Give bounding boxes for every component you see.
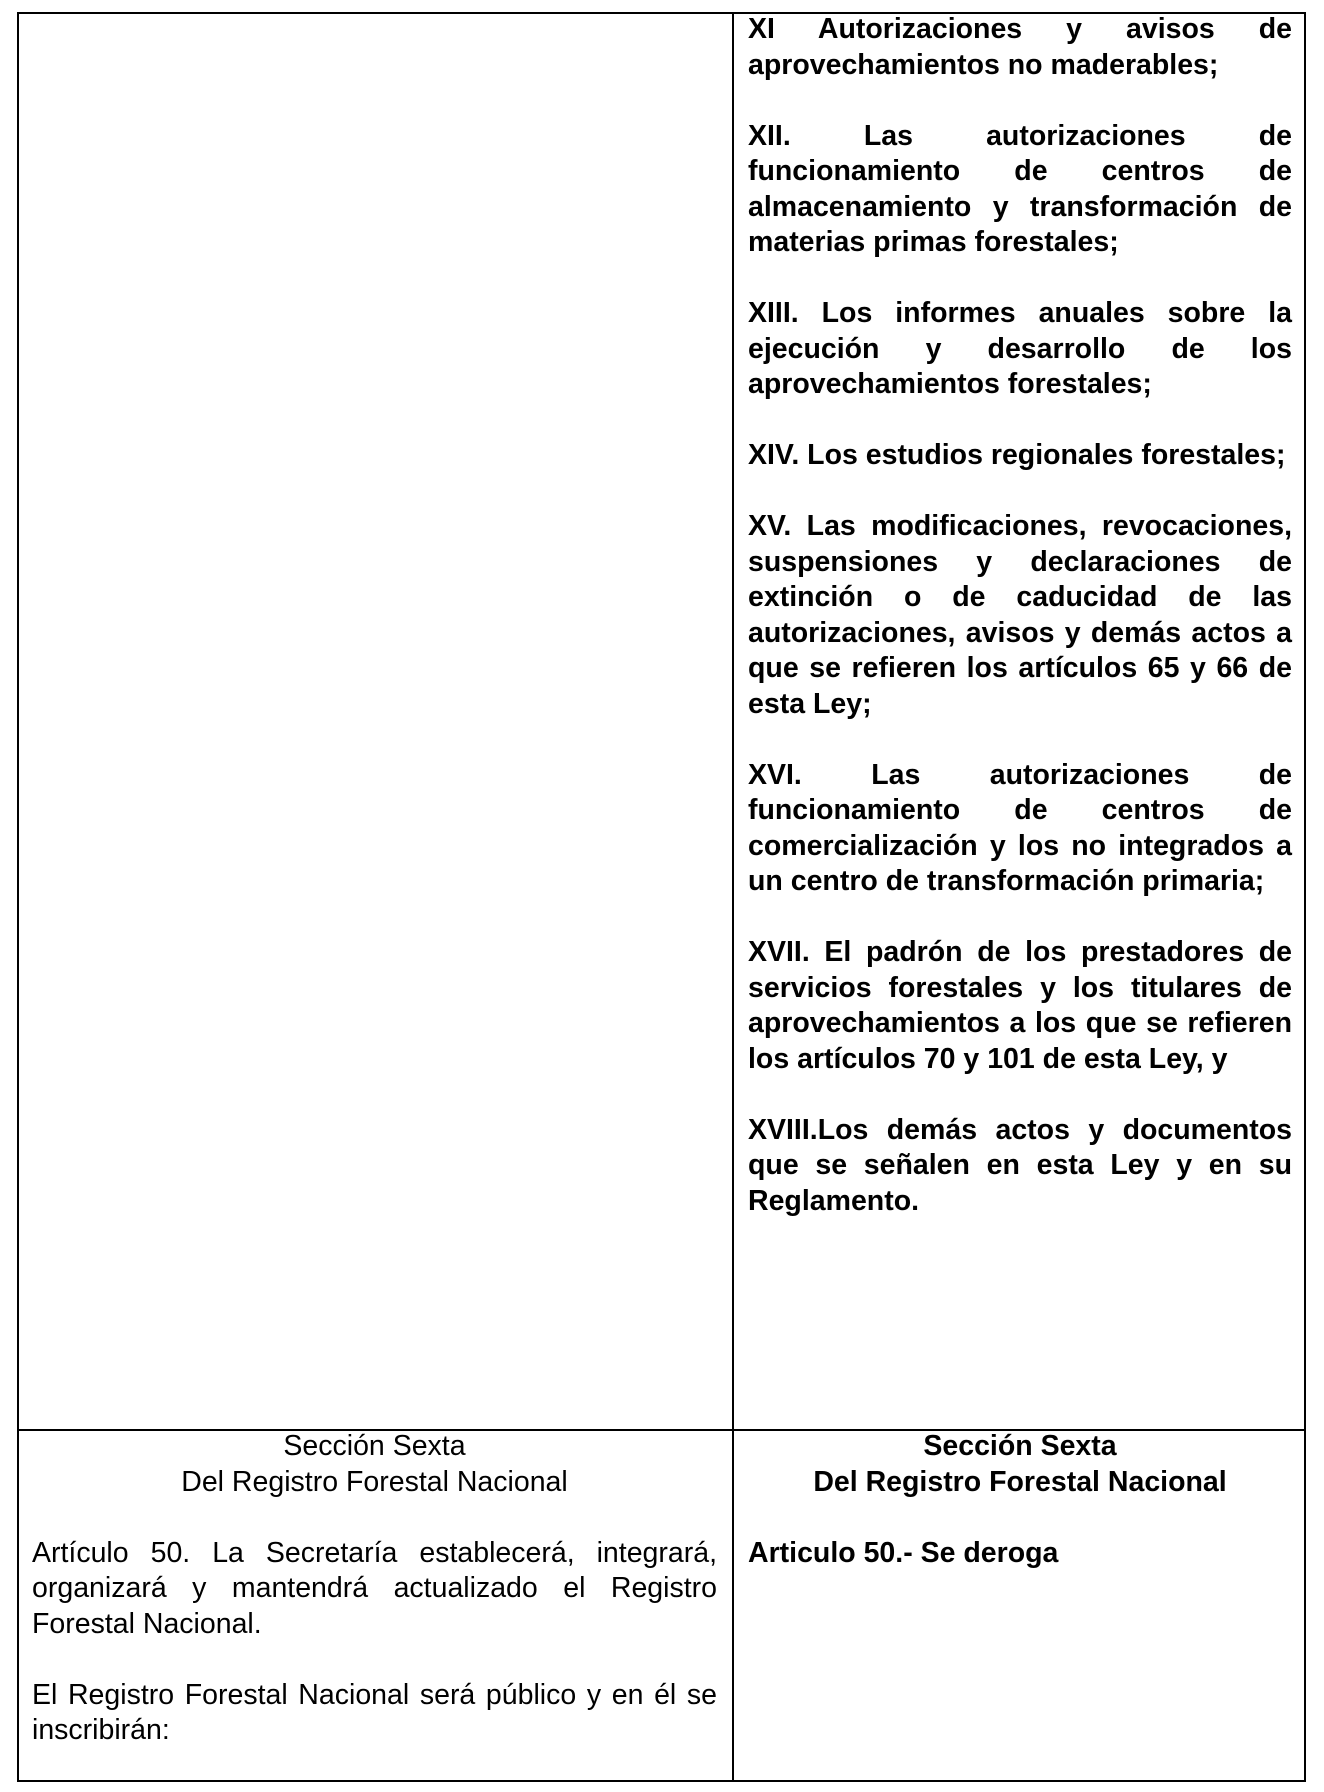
fraction-xi: XI Autorizaciones y avisos de aprovechamientos no maderables;	[748, 13, 1292, 81]
fraction-xvii: XVII. El padrón de los prestadores de servicios forestales y los titulares de aprovechamientos a los que se refieren los artículos 70 y 101 de esta Ley, y	[748, 936, 1292, 1075]
fraction-xii: XII. Las autorizaciones de funcionamiento de centros de almacenamiento y transformación de materias primas forestales;	[748, 119, 1292, 258]
fraction-xviii: XVIII.Los demás actos y documentos que se señalen en esta Ley y en su Reglamento.	[748, 1113, 1292, 1217]
section-title: Sección Sexta	[923, 1430, 1117, 1462]
left-bottom-cell	[32, 1429, 717, 1749]
right-top-cell	[748, 12, 1292, 1255]
section-subtitle: Del Registro Forestal Nacional	[813, 1465, 1227, 1498]
fraction-xv: XV. Las modificaciones, revocaciones, suspensiones y declaraciones de extinción o de caducidad de las autorizaciones, avisos y demás actos a que se refieren los artículos 65 y 66 de esta Ley;	[748, 510, 1292, 720]
registry-public-paragraph: El Registro Forestal Nacional será público y en él se inscribirán:	[32, 1678, 717, 1746]
section-heading-left	[32, 1429, 717, 1500]
column-divider	[732, 14, 734, 1780]
article-50-derogated: Articulo 50.- Se deroga	[748, 1536, 1059, 1569]
section-title: Sección Sexta	[283, 1430, 466, 1462]
right-bottom-cell	[748, 1429, 1292, 1571]
section-heading-right	[748, 1429, 1292, 1500]
comparison-table	[17, 12, 1306, 1782]
fraction-xvi: XVI. Las autorizaciones de funcionamiento de centros de comercialización y los no integrados a un centro de transformación primaria;	[748, 758, 1292, 897]
fraction-xiii: XIII. Los informes anuales sobre la ejecución y desarrollo de los aprovechamientos forestales;	[748, 297, 1292, 400]
fraction-xiv: XIV. Los estudios regionales forestales;	[748, 439, 1286, 471]
article-50-paragraph: Artículo 50. La Secretaría establecerá, integrará, organizará y mantendrá actualizado el Registro Forestal Nacional.	[32, 1536, 717, 1640]
section-subtitle: Del Registro Forestal Nacional	[181, 1465, 568, 1498]
